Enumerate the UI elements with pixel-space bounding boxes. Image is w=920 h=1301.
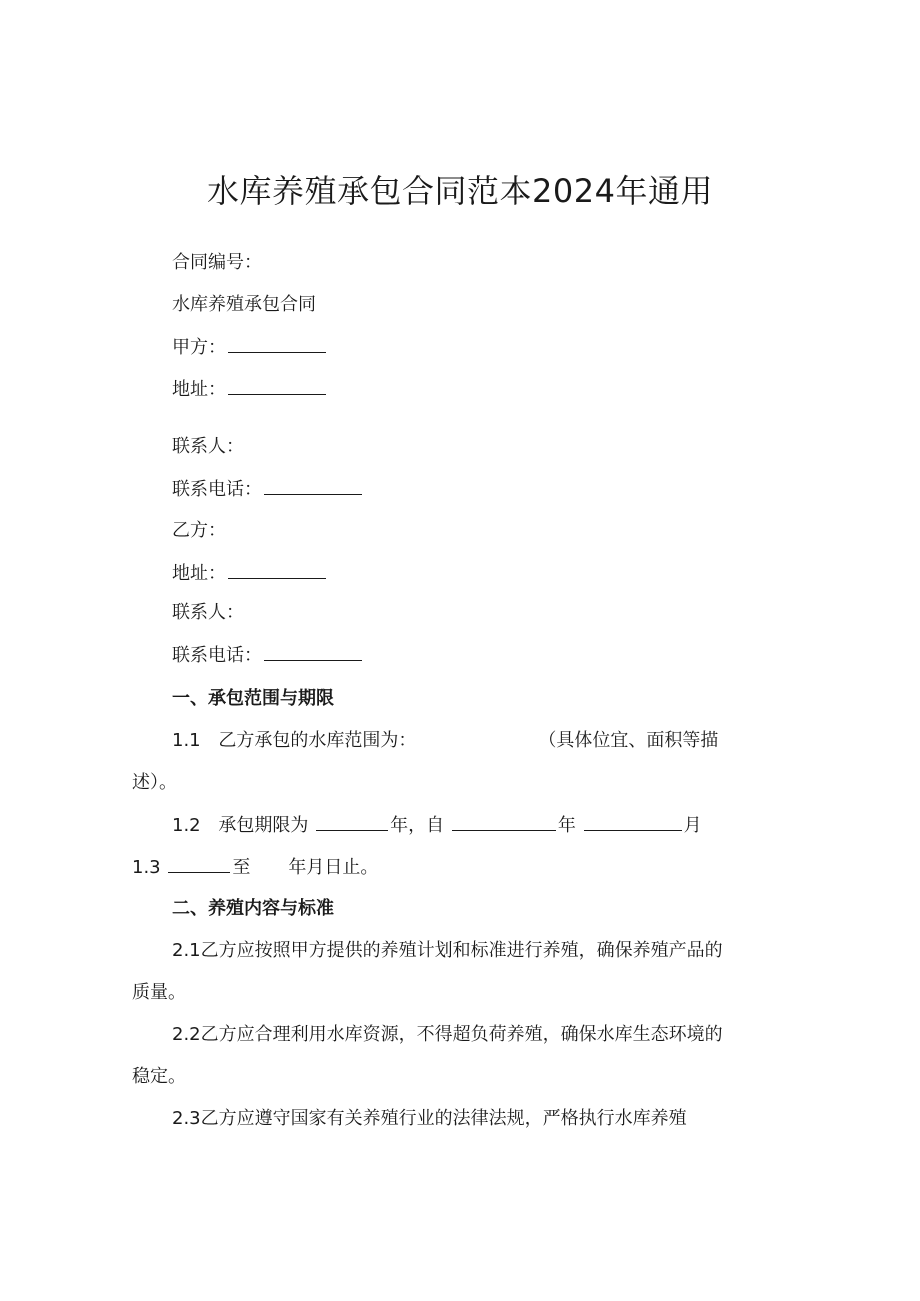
clause-1-1 — [172, 728, 718, 754]
section1-heading: 一、承包范围与期限 — [172, 688, 334, 709]
clause-2-1-continuation: 质量。 — [132, 982, 186, 1003]
clause-2-1: 2.1乙方应按照甲方提供的养殖计划和标准进行养殖，确保养殖产品的 — [172, 940, 723, 961]
contract-name: 水库养殖承包合同 — [172, 294, 316, 315]
party-b-phone-label: 联系电话： — [172, 645, 262, 666]
party-a-blank — [228, 334, 326, 353]
clause-1-2 — [172, 812, 702, 839]
party-b-address-label: 地址： — [172, 563, 226, 584]
clause-1-2-year: 年 — [557, 815, 576, 836]
start-day-blank — [168, 854, 230, 873]
party-a-phone-label: 联系电话： — [172, 479, 262, 500]
party-a-address-blank — [228, 376, 326, 395]
party-b-label: 乙方： — [172, 520, 226, 541]
clause-1-1-number: 1.1 — [172, 730, 201, 751]
clause-2-3: 2.3乙方应遵守国家有关养殖行业的法律法规，严格执行水库养殖 — [172, 1108, 687, 1129]
start-year-blank — [452, 812, 556, 831]
clause-1-2-number: 1.2 — [172, 815, 201, 836]
clause-2-2: 2.2乙方应合理利用水库资源，不得超负荷养殖，确保水库生态环境的 — [172, 1024, 723, 1045]
clause-2-2-continuation: 稳定。 — [132, 1066, 186, 1087]
party-a-contact-label: 联系人： — [172, 436, 244, 457]
party-a-label: 甲方： — [172, 337, 226, 358]
party-b-address-blank — [228, 560, 326, 579]
party-b-phone-line — [172, 642, 364, 669]
start-month-blank — [584, 812, 682, 831]
party-a-address-line — [172, 376, 328, 403]
clause-1-2-text: 承包期限为 — [218, 815, 309, 836]
clause-1-3-end: 年月日止。 — [288, 857, 379, 878]
clause-1-2-year-from: 年，自 — [390, 815, 445, 836]
party-b-phone-blank — [264, 642, 362, 661]
party-b-contact-label: 联系人： — [172, 602, 244, 623]
party-a-line — [172, 334, 328, 361]
clause-1-3-number: 1.3 — [132, 857, 161, 878]
clause-1-3 — [132, 854, 378, 881]
party-a-phone-blank — [264, 476, 362, 495]
clause-1-1-text: 乙方承包的水库范围为： — [218, 730, 417, 751]
contract-number-label: 合同编号： — [172, 252, 262, 273]
clause-1-1-paren: （具体位宜、面积等描 — [538, 730, 719, 751]
clause-1-2-month: 月 — [683, 815, 702, 836]
party-b-address-line — [172, 560, 328, 587]
term-years-blank — [316, 812, 388, 831]
clause-1-3-to: 至 — [232, 857, 251, 878]
section2-heading: 二、养殖内容与标准 — [172, 898, 334, 919]
document-title: 水库养殖承包合同范本2024年通用 — [207, 172, 713, 210]
clause-1-1-continuation: 述）。 — [132, 772, 177, 793]
party-a-address-label: 地址： — [172, 379, 226, 400]
party-a-phone-line — [172, 476, 364, 503]
